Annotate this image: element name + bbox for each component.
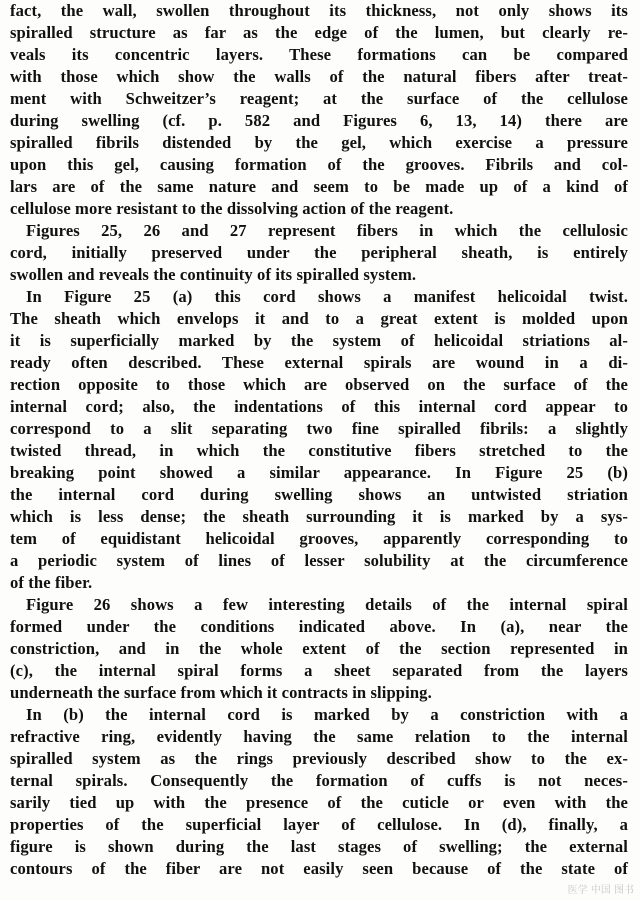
text-line: In Figure 25 (a) this cord shows a manifest helicoidal twist. <box>26 287 628 306</box>
text-line: spiralled system as the rings previously described show to the ex- <box>10 749 628 768</box>
text-line: which is less dense; the sheath surrounding it is marked by a sys- <box>10 507 628 526</box>
text-line: ment with Schweitzer’s reagent; at the surface of the cellulose <box>10 89 628 108</box>
text-line: formed under the conditions indicated above. In (a), near the <box>10 617 628 636</box>
text-line: during swelling (cf. p. 582 and Figures 6, 13, 14) there are <box>10 111 628 130</box>
text-line: underneath the surface from which it contracts in slipping. <box>10 683 432 702</box>
text-line: swollen and reveals the continuity of its spiralled system. <box>10 265 417 284</box>
text-line: ternal spirals. Consequently the formation of cuffs is not neces- <box>10 771 628 790</box>
text-line: sarily tied up with the presence of the cuticle or even with the <box>10 793 628 812</box>
text-line: (c), the internal spiral forms a sheet separated from the layers <box>10 661 628 680</box>
text-line: rection opposite to those which are observed on the surface of the <box>10 375 628 394</box>
text-line: In (b) the internal cord is marked by a constriction with a <box>26 705 628 724</box>
watermark: 医学 中国 图书 <box>567 885 634 896</box>
text-line: with those which show the walls of the natural fibers after treat- <box>10 67 628 86</box>
text-line: Figures 25, 26 and 27 represent fibers in which the cellulosic <box>26 221 628 240</box>
text-line: breaking point showed a similar appearance. In Figure 25 (b) <box>10 463 628 482</box>
text-line: properties of the superficial layer of cellulose. In (d), finally, a <box>10 815 628 834</box>
text-line: fact, the wall, swollen throughout its thickness, not only shows its <box>10 1 628 20</box>
text-line: cord, initially preserved under the peripheral sheath, is entirely <box>10 243 628 262</box>
text-line: Figure 26 shows a few interesting details of the internal spiral <box>26 595 628 614</box>
text-line: figure is shown during the last stages of swelling; the external <box>10 837 628 856</box>
text-line: veals its concentric layers. These formations can be compared <box>10 45 628 64</box>
text-line: ready often described. These external spirals are wound in a di- <box>10 353 628 372</box>
text-line: twisted thread, in which the constitutive fibers stretched to the <box>10 441 628 460</box>
text-line: of the fiber. <box>10 573 93 592</box>
text-line: internal cord; also, the indentations of this internal cord appear to <box>10 397 628 416</box>
text-line: refractive ring, evidently having the same relation to the internal <box>10 727 628 746</box>
text-line: the internal cord during swelling shows an untwisted striation <box>10 485 628 504</box>
text-line: correspond to a slit separating two fine spiralled fibrils: a slightly <box>10 419 628 438</box>
text-line: constriction, and in the whole extent of the section represented in <box>10 639 628 658</box>
text-line: spiralled fibrils distended by the gel, which exercise a pressure <box>10 133 628 152</box>
text-line: cellulose more resistant to the dissolving action of the reagent. <box>10 199 454 218</box>
text-line: lars are of the same nature and seem to be made up of a kind of <box>10 177 628 196</box>
text-line: tem of equidistant helicoidal grooves, apparently corresponding to <box>10 529 628 548</box>
body-text <box>10 0 628 880</box>
text-line: a periodic system of lines of lesser solubility at the circumference <box>10 551 628 570</box>
text-line: spiralled structure as far as the edge of the lumen, but clearly re- <box>10 23 628 42</box>
text-line: contours of the fiber are not easily seen because of the state of <box>10 859 628 878</box>
text-line: The sheath which envelops it and to a great extent is molded upon <box>10 309 628 328</box>
text-line: it is superficially marked by the system of helicoidal striations al- <box>10 331 628 350</box>
text-line: upon this gel, causing formation of the grooves. Fibrils and col- <box>10 155 628 174</box>
